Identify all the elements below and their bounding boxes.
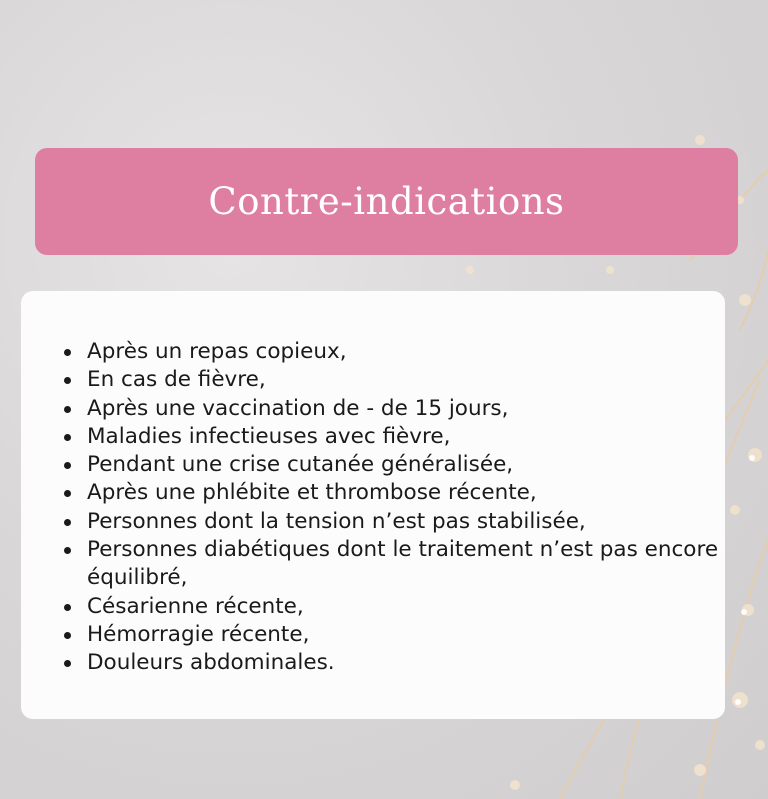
list-item: En cas de fièvre,	[62, 366, 722, 394]
list-item: Hémorragie récente,	[62, 621, 722, 649]
title-banner	[35, 148, 738, 255]
list-item: Personnes dont la tension n’est pas stabilisée,	[62, 508, 722, 536]
bullet-icon	[64, 632, 71, 639]
bullet-icon	[64, 660, 71, 667]
list-item: Après une vaccination de - de 15 jours,	[62, 395, 722, 423]
list-item: Personnes diabétiques dont le traitement n’est pas encore équilibré,	[62, 536, 722, 593]
contraindications-list	[62, 338, 722, 678]
bullet-icon	[64, 490, 71, 497]
bullet-icon	[64, 406, 71, 413]
bullet-icon	[64, 547, 71, 554]
list-item: Maladies infectieuses avec fièvre,	[62, 423, 722, 451]
bullet-icon	[64, 349, 71, 356]
list-item: Pendant une crise cutanée généralisée,	[62, 451, 722, 479]
list-item: Césarienne récente,	[62, 593, 722, 621]
bullet-icon	[64, 519, 71, 526]
page-title: Contre-indications	[208, 180, 565, 223]
bullet-icon	[64, 604, 71, 611]
bullet-icon	[64, 434, 71, 441]
list-item: Après un repas copieux,	[62, 338, 722, 366]
list-item: Douleurs abdominales.	[62, 649, 722, 677]
list-item: Après une phlébite et thrombose récente,	[62, 479, 722, 507]
bullet-icon	[64, 462, 71, 469]
bullet-icon	[64, 377, 71, 384]
